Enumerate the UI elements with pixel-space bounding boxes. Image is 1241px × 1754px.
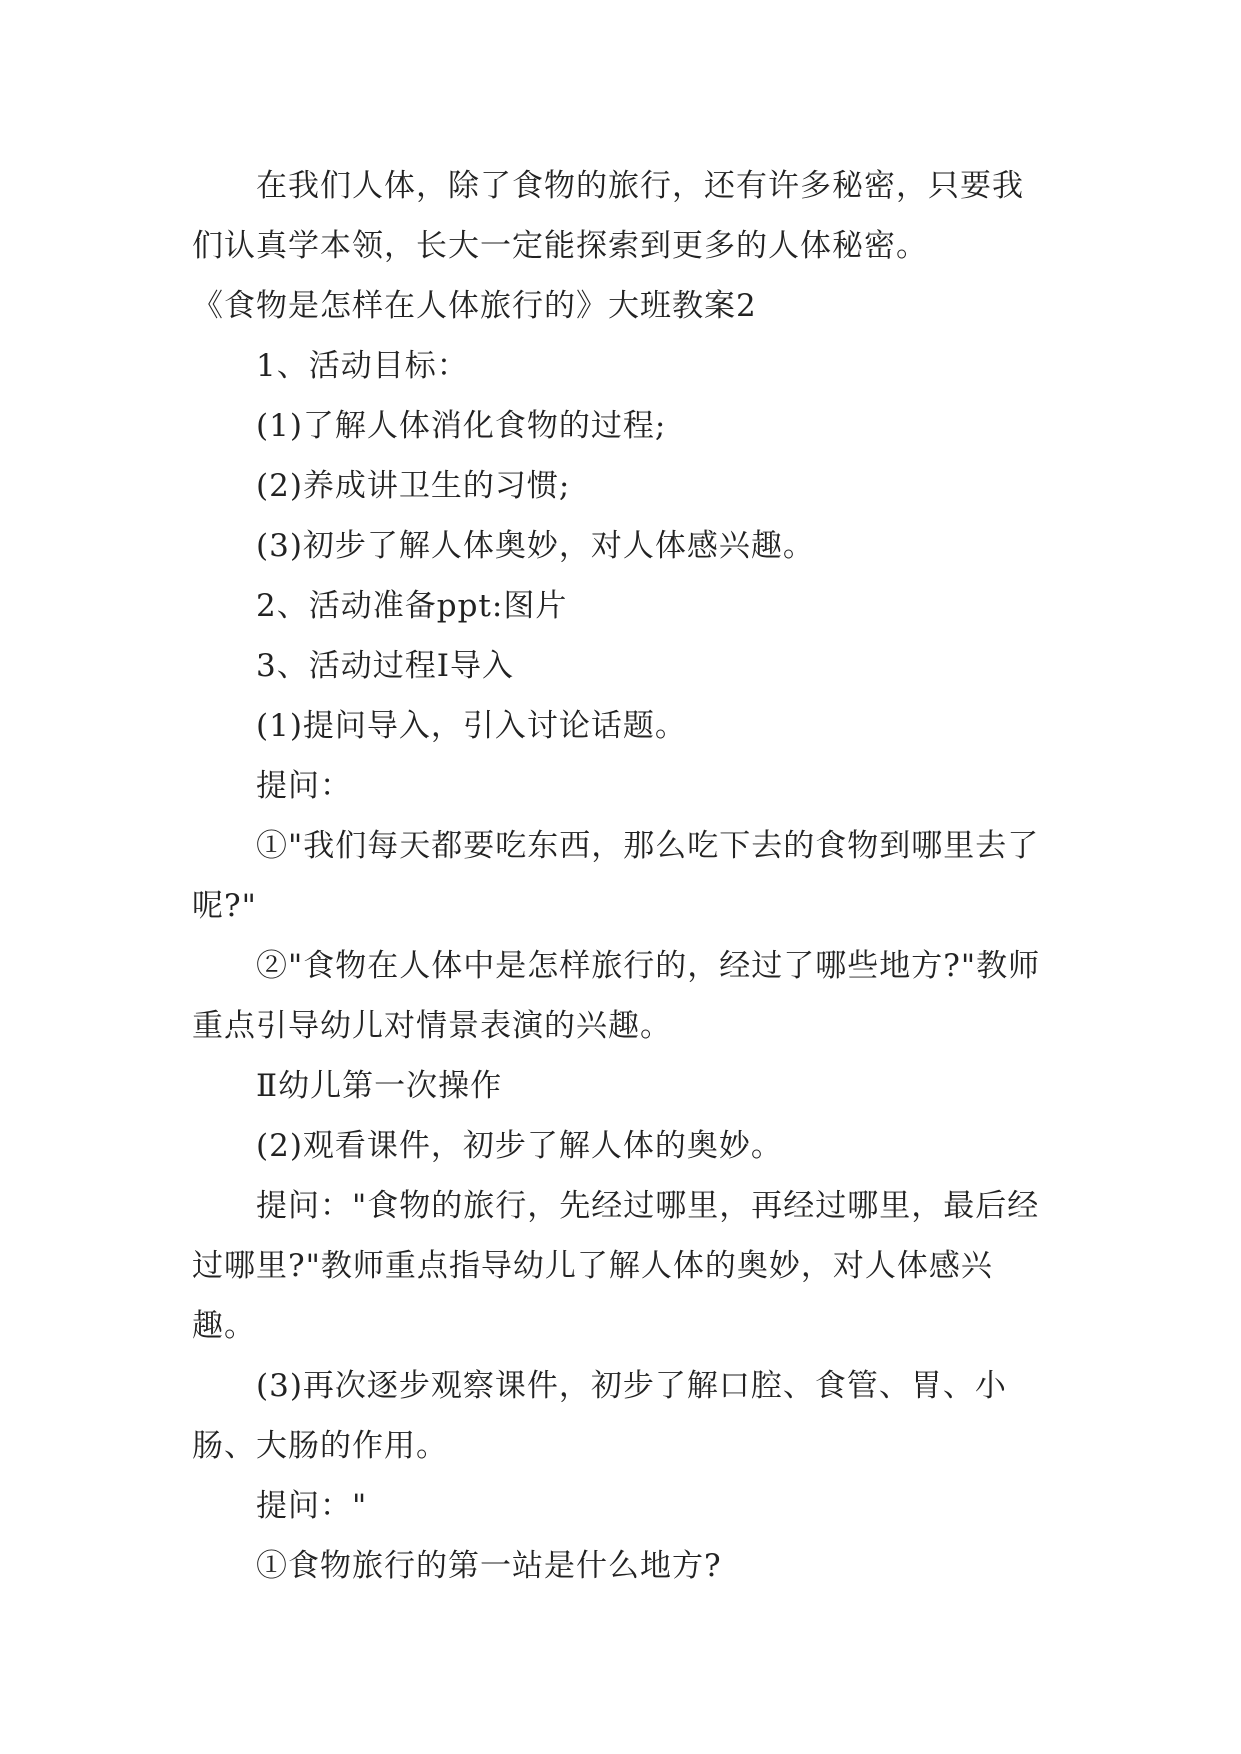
question-paragraph: ①食物旅行的第一站是什么地方? xyxy=(256,1548,722,1584)
goal-item: (1)了解人体消化食物的过程; xyxy=(256,408,667,444)
step-paragraph: (3)再次逐步观察课件，初步了解口腔、食管、胃、小肠、大肠的作用。 xyxy=(192,1368,1007,1464)
question-paragraph: ②"食物在人体中是怎样旅行的，经过了哪些地方?"教师重点引导幼儿对情景表演的兴趣。 xyxy=(192,948,1041,1044)
question-paragraph: 提问："食物的旅行，先经过哪里，再经过哪里，最后经过哪里?"教师重点指导幼儿了解人体的奥妙，对人体感兴趣。 xyxy=(192,1188,1040,1344)
question-label: 提问： xyxy=(256,768,352,804)
question-paragraph: ①"我们每天都要吃东西，那么吃下去的食物到哪里去了呢?" xyxy=(192,828,1040,924)
process-heading: 3、活动过程Ⅰ导入 xyxy=(256,648,514,684)
lesson-title: 《食物是怎样在人体旅行的》大班教案2 xyxy=(192,288,757,324)
goals-heading: 1、活动目标： xyxy=(256,348,469,384)
step-paragraph: (1)提问导入，引入讨论话题。 xyxy=(256,708,687,744)
goal-item: (3)初步了解人体奥妙，对人体感兴趣。 xyxy=(256,528,815,564)
question-label: 提问：" xyxy=(256,1488,368,1524)
preparation-line: 2、活动准备ppt:图片 xyxy=(256,588,568,624)
part-heading: Ⅱ幼儿第一次操作 xyxy=(256,1068,503,1104)
step-paragraph: (2)观看课件，初步了解人体的奥妙。 xyxy=(256,1128,783,1164)
document-body xyxy=(192,156,1050,1596)
goal-item: (2)养成讲卫生的习惯; xyxy=(256,468,571,504)
paragraph-intro-closing: 在我们人体，除了食物的旅行，还有许多秘密，只要我们认真学本领，长大一定能探索到更多的人体秘密。 xyxy=(192,168,1024,264)
